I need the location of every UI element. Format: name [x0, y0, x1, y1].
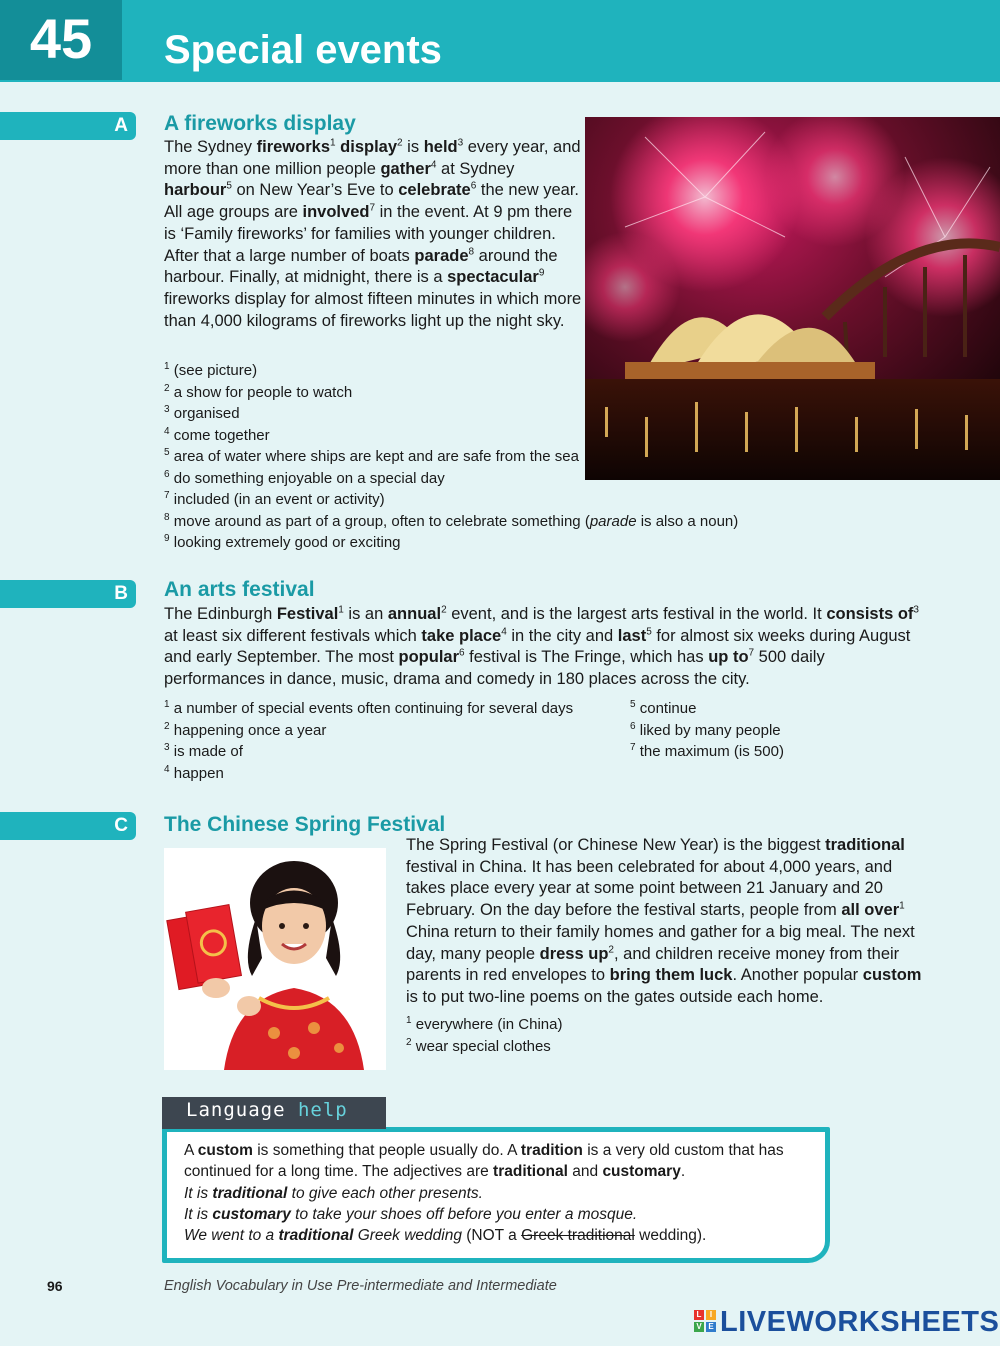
section-b-title: An arts festival	[164, 578, 315, 601]
section-b-text: The Edinburgh Festival$^1$ is an annual$^2$ event, and is the largest arts festival in the world. It consists $of^3$ at least six different festivals which take place$^4$ in the city and last$^5$ for almost six weeks during August and early September. The most popular$^6$ festival is The Fringe, which has up $to^7$ 500 daily performances in dance, music, drama and comedy in 180 places across the city.	[164, 604, 919, 689]
language-help-text: A custom is something that people usually do. A tradition is a very old custom that has continued for a long time. The adjectives are traditional and customary. It is traditional to give each other presents. It is customary to take your shoes off before you enter a mosque. We went to a traditional Greek wedding (NOT a Greek traditional wedding).	[184, 1142, 784, 1245]
book-title: English Vocabulary in Use Pre-intermediate and Intermediate	[164, 1278, 557, 1294]
section-c-tab: C	[0, 812, 136, 840]
section-c-text: The Spring Festival (or Chinese New Year) is the biggest traditional festival in China. It has been celebrated for about 4,000 years, and takes place every year at some point between 21 January and 20 February. On the day before the festival starts, people from all over$^1$ China return to their family homes and gather for a big meal. The next day, many people dress $up^2$, and children receive money from their parents in red envelopes to bring them luck. Another popular custom is to put two-line poems on the gates outside each home.	[406, 836, 922, 1006]
header-bar	[0, 0, 1000, 82]
chinese-girl-photo	[164, 848, 386, 1070]
section-a-notes: $^1$ (see picture) $^2$ a show for people to watch $^3$ organised $^4$ come together $^5$ area of water where ships are kept and are safe from the sea $^6$ do something enjoyable on a special day $^7$ included (in an event or activity) $^8$ move around as part of a group, often to celebrate something (parade is also a noun) $^9$ looking extremely good or exciting	[164, 361, 739, 551]
section-c-notes: $^1$ everywhere (in China) $^2$ wear special clothes	[406, 1015, 563, 1055]
section-a-title: A fireworks display	[164, 112, 356, 135]
liveworksheets-watermark: LIVEWORKSHEETS	[720, 1306, 1000, 1338]
section-b-notes-right: $^5$ continue $^6$ liked by many people $^7$ the maximum (is 500)	[630, 699, 784, 760]
section-a-text: The Sydney fireworks$^1$ display$^2$ is held$^3$ every year, and more than one million people gather$^4$ at Sydney harbour$^5$ on New Year’s Eve to celebrate$^6$ the new year. All age groups are involved$^7$ in the event. At 9 pm there is ‘Family fireworks’ for families with younger children. After that a large number of boats parade$^8$ around the harbour. Finally, at midnight, there is a spectacular$^9$ fireworks display for almost fifteen minutes in which more than 4,000 kilograms of fireworks light up the night sky.	[164, 137, 582, 330]
page-title: Special events	[164, 28, 442, 72]
section-a-tab: A	[0, 112, 136, 140]
unit-number: 45	[29, 7, 93, 70]
liveworksheets-logo-icon: L I V E	[694, 1310, 716, 1332]
section-c-title: The Chinese Spring Festival	[164, 813, 446, 836]
language-help-label: Language help	[186, 1099, 348, 1121]
section-b-notes-left: $^1$ a number of special events often continuing for several days $^2$ happening once a year $^3$ is made of $^4$ happen	[164, 699, 574, 782]
page-number: 96	[47, 1278, 63, 1294]
section-b-tab: B	[0, 580, 136, 608]
